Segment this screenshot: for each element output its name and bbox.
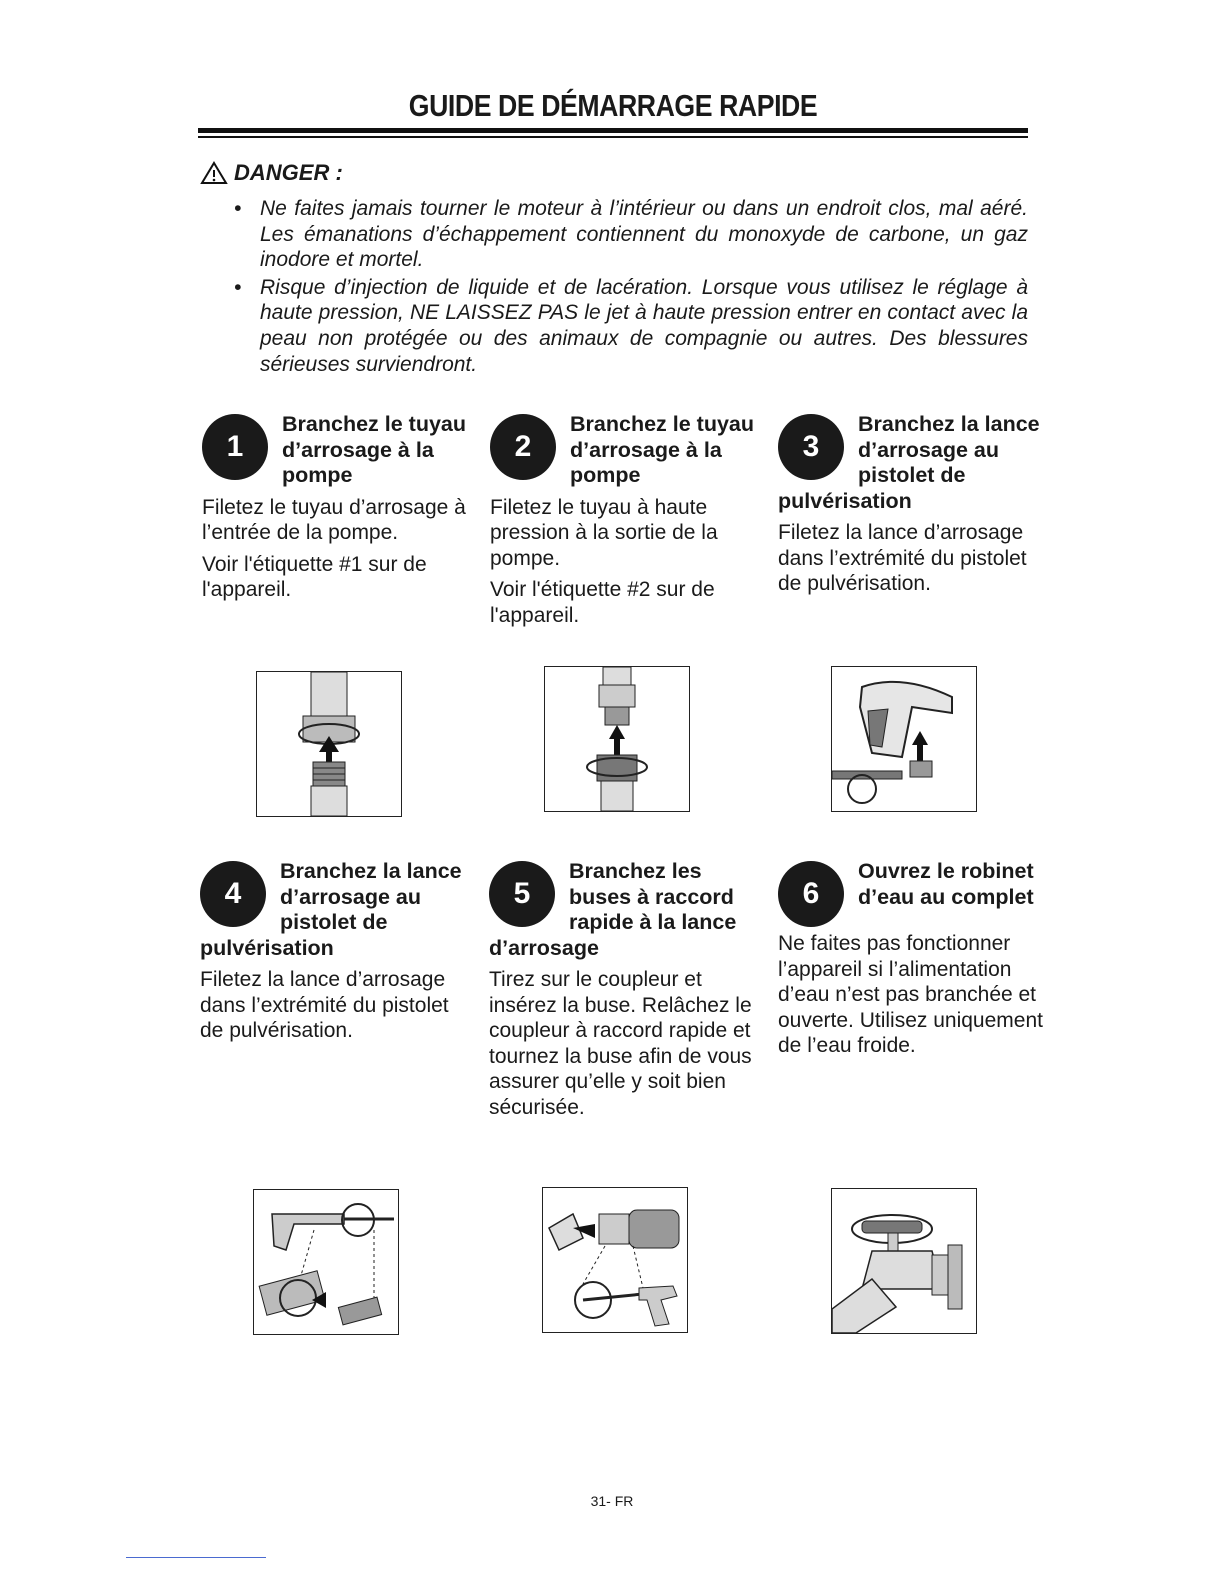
- step-title: Branchez les buses à raccord rapide à la lance d’arrosage: [489, 859, 737, 960]
- step-text: Filetez le tuyau à haute pression à la sortie de la pompe.: [490, 495, 718, 570]
- step-number-badge: 2: [490, 414, 556, 480]
- water-tap-icon: [831, 1188, 977, 1334]
- spray-gun-icon: [831, 666, 977, 812]
- step-number-badge: 1: [202, 414, 268, 480]
- danger-bullet: • Risque d’injection de liquide et de lacération. Lorsque vous utilisez le réglage à haute pression, NE LAISSEZ PAS le jet à haute pression entrer en contact avec la peau non protégée ou des animaux de compagnie ou autres. Des blessures sérieuses surviendront.: [234, 275, 1028, 376]
- step-text: Ne faites pas fonctionner l’appareil si l’alimentation d’eau n’est pas branchée et ouverte. Utilisez uniquement de l’eau froide.: [778, 932, 1043, 1057]
- step-number-badge: 6: [778, 861, 844, 927]
- title-rule-thin: [198, 136, 1028, 138]
- step-number-badge: 4: [200, 861, 266, 927]
- footer-link-line: [126, 1557, 266, 1558]
- step-text: Tirez sur le coupleur et insérez la buse. Relâchez le coupleur à raccord rapide et tournez la buse afin de vous assurer qu’elle y soit bien sécurisée.: [489, 968, 752, 1119]
- page-number: 31- FR: [590, 1493, 634, 1509]
- high-pressure-hose-icon: [544, 666, 690, 812]
- danger-bullet: • Ne faites jamais tourner le moteur à l’intérieur ou dans un endroit clos, mal aéré. Les émanations d’échappement contiennent du monoxyde de carbone, un gaz inodore et mortel.: [234, 197, 1028, 272]
- warning-icon: [200, 161, 228, 185]
- step-1: [202, 412, 472, 609]
- step-text: Filetez la lance d’arrosage dans l’extrémité du pistolet de pulvérisation.: [778, 521, 1027, 595]
- danger-label: DANGER :: [234, 160, 343, 185]
- wand-connect-icon: [253, 1189, 399, 1335]
- step-title: Branchez le tuyau d’arrosage à la pompe: [282, 412, 466, 487]
- step-5: [489, 859, 759, 1126]
- step-title: Branchez le tuyau d’arrosage à la pompe: [570, 412, 754, 487]
- step-title: Ouvrez le robinet d’eau au complet: [858, 859, 1034, 909]
- step-4: [200, 859, 470, 1050]
- step-number-badge: 5: [489, 861, 555, 927]
- danger-list: [232, 196, 1028, 379]
- step-number-badge: 3: [778, 414, 844, 480]
- step-note: Voir l'étiquette #1 sur de l'appareil.: [202, 552, 427, 601]
- page-title: GUIDE DE DÉMARRAGE RAPIDE: [408, 88, 818, 123]
- step-note: Voir l'étiquette #2 sur de l'appareil.: [490, 578, 715, 627]
- danger-heading: [200, 160, 343, 186]
- danger-bullet-text: Ne faites jamais tourner le moteur à l’intérieur ou dans un endroit clos, mal aéré. Les émanations d’échappement contiennent du monoxyde de carbone, un gaz inodore et mortel.: [260, 197, 1028, 272]
- title-rule: [198, 128, 1028, 133]
- step-text: Filetez le tuyau d’arrosage à l’entrée de la pompe.: [202, 495, 466, 544]
- step-6: [778, 859, 1048, 1065]
- step-3: [778, 412, 1048, 603]
- nozzle-icon: [542, 1187, 688, 1333]
- step-text: Filetez la lance d’arrosage dans l’extrémité du pistolet de pulvérisation.: [200, 968, 449, 1042]
- hose-to-pump-icon: [256, 671, 402, 817]
- danger-bullet-text: Risque d’injection de liquide et de lacération. Lorsque vous utilisez le réglage à haute pression, NE LAISSEZ PAS le jet à haute pression entrer en contact avec la peau non protégée ou des animaux de compagnie ou autres. Des blessures sérieuses surviendront.: [260, 275, 1028, 376]
- step-title: Branchez la lance d’arrosage au pistolet de pulvérisation: [200, 859, 462, 960]
- step-2: [490, 412, 760, 634]
- step-title: Branchez la lance d’arrosage au pistolet de pulvérisation: [778, 412, 1040, 513]
